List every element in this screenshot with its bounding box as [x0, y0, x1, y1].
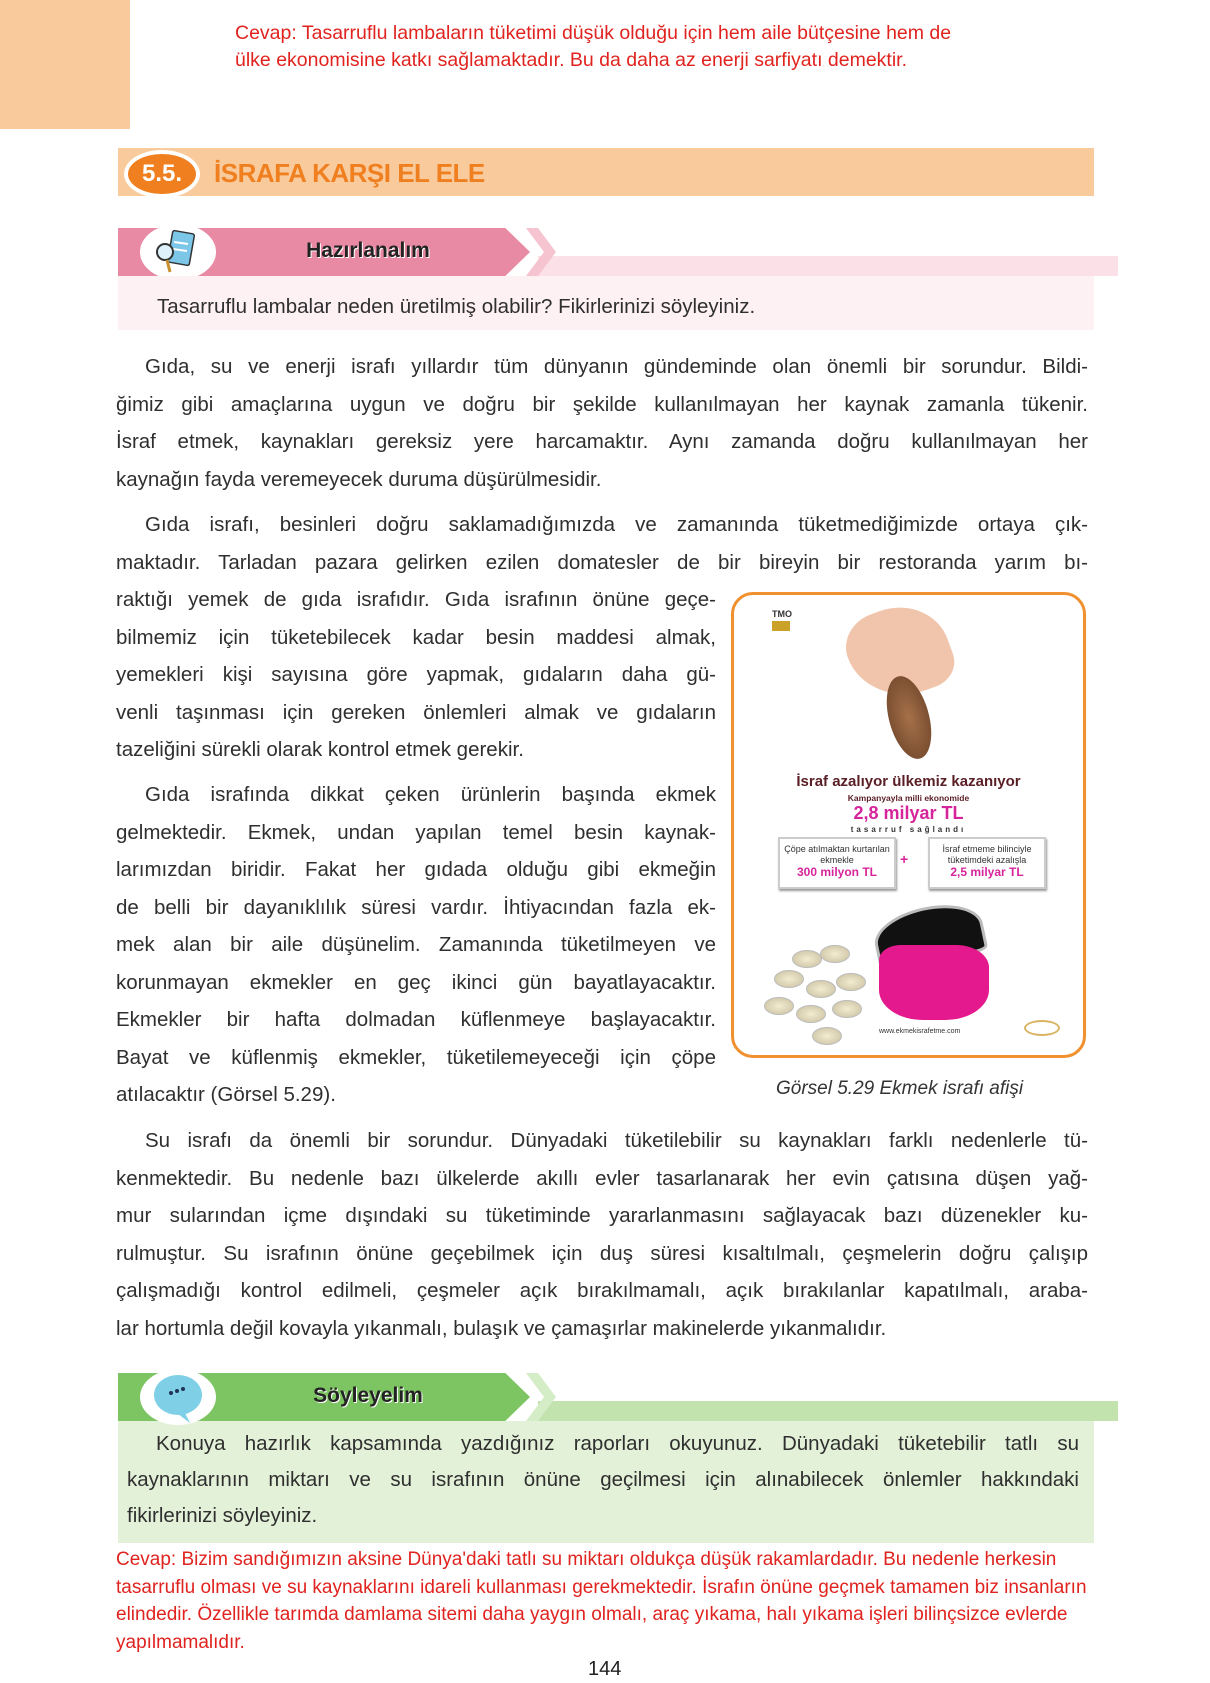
bottom-answer	[116, 1546, 1087, 1656]
text-line: çalışmadığı kontrol edilmeli, çeşmeler açık bırakılmamalı, açık bırakılanlar kapatılmalı, araba-	[116, 1279, 1088, 1302]
paragraph-1	[116, 348, 1088, 498]
plus-sign: +	[900, 851, 909, 867]
box-amount: 2,5 milyar TL	[950, 865, 1024, 879]
text-line: rulmuştur. Su israfının önüne geçebilmek için duş süresi kısaltılmalı, çeşmelerin doğru çalışıp	[116, 1241, 1088, 1265]
box-amount: 300 milyon TL	[796, 865, 878, 879]
text-line: Konuya hazırlık kapsamında yazdığınız raporları okuyunuz. Dünyadaki tüketebilir tatlı su	[156, 1432, 1079, 1455]
text-line: yemekleri kişi sayısına göre yapmak, gıdaların daha gü-	[116, 663, 716, 686]
poster-box-consumption	[928, 837, 1046, 889]
purse-body	[879, 945, 989, 1020]
box-text: Çöpe atılmaktan kurtarılan ekmekle	[784, 844, 890, 865]
speak-header	[118, 1373, 1094, 1421]
text-line: larımızdan biridir. Fakat her gıdada olduğu gibi ekmeğin	[116, 858, 716, 881]
text-line: kaynaklarının miktarı ve su israfının önüne geçilmesi için alınabilecek önlemler hakkındaki	[127, 1468, 1079, 1491]
text-line: kenmektedir. Bu nedenle bazı ülkelerde akıllı evler tasarlanarak her evin çatısına düşen yağ-	[116, 1166, 1088, 1190]
prepare-label: Hazırlanalım	[306, 239, 430, 262]
text-line: tazeliğini sürekli olarak kontrol etmek gerekir.	[116, 738, 524, 761]
text-line: Gıda, su ve enerji israfı yıllardır tüm dünyanın gündeminde olan önemli bir sorundur. Bildi-	[145, 355, 1088, 378]
notepad-magnifier-icon	[140, 224, 216, 280]
text-line: İsraf etmek, kaynakları gereksiz yere harcamaktır. Aynı zamanda doğru kullanılmayan her	[116, 430, 1088, 453]
text-line: mur sularından içme dışındaki su tüketiminde yararlanmasını sağlayacak bazı düzenekler ku-	[116, 1204, 1088, 1227]
text-line: kaynağın fayda veremeyecek duruma düşürülmesidir.	[116, 467, 602, 491]
speak-text	[127, 1426, 1079, 1534]
campaign-logo	[1024, 1020, 1060, 1036]
answer-line: Cevap: Tasarruflu lambaların tüketimi düşük olduğu için hem aile bütçesine hem de	[235, 22, 952, 44]
prepare-question: Tasarruflu lambalar neden üretilmiş olabilir? Fikirlerinizi söyleyiniz.	[157, 295, 756, 318]
answer-line: elindedir. Özellikle tarımda damlama sitemi daha yaygın olmalı, araç yıkama, halı yıkama işleri bilinçsizce evlerde	[116, 1604, 1068, 1625]
answer-line: tasarruflu olması ve su kaynaklarını idareli kullanması gerekmektedir. İsrafın önüne geçmek tamamen biz insanların	[116, 1576, 1087, 1598]
text-line: Bayat ve küflenmiş ekmekler, tüketilemeyeceği için çöpe	[116, 1045, 716, 1069]
poster-saved: tasarruf sağlandı	[850, 825, 967, 834]
tmo-logo: TMO	[772, 609, 792, 619]
box-text: İsraf etmeme bilinciyle tüketimdeki azalışla	[942, 844, 1032, 865]
section-title: İSRAFA KARŞI EL ELE	[214, 158, 485, 188]
answer-line: Cevap: Bizim sandığımızın aksine Dünya'daki tatlı su miktarı oldukça düşük rakamlardadır. Bu nedenle herkesin	[116, 1549, 1057, 1570]
prepare-header	[118, 228, 1094, 276]
poster-headline: İsraf azalıyor ülkemiz kazanıyor	[796, 773, 1021, 790]
top-answer	[235, 20, 951, 74]
text-line: maktadır. Tarladan pazara gelirken ezilen domatesler de bir bireyin bir restoranda yarım bı-	[116, 550, 1088, 574]
text-line: lar hortumla değil kovayla yıkanmalı, bulaşık ve çamaşırlar makinelerde yıkanmalıdır.	[116, 1316, 887, 1340]
poster-sub: Kampanyayla milli ekonomide	[847, 793, 970, 803]
text-line: mek alan bir aile düşünelim. Zamanında tüketilmeyen ve	[116, 933, 716, 956]
text-line: ğimiz gibi amaçlarına uygun ve doğru bir şekilde kullanılmayan her kaynak zamanla tükenir.	[116, 392, 1088, 416]
text-line: atılacaktır (Görsel 5.29).	[116, 1083, 336, 1106]
poster-box-bread	[778, 837, 896, 889]
answer-line: ülke ekonomisine katkı sağlamaktadır. Bu da daha az enerji sarfiyatı demektir.	[235, 49, 908, 71]
text-line: Gıda israfı, besinleri doğru saklamadığımızda ve zamanında tüketmediğimizde ortaya çık-	[145, 513, 1088, 536]
text-line: bilmemiz için tüketebilecek kadar besin maddesi almak,	[116, 625, 716, 649]
bread-waste-poster	[731, 592, 1086, 1058]
page-number: 144	[588, 1658, 622, 1680]
text-line: Ekmekler bir hafta dolmadan küflenmeye başlayacaktır.	[116, 1008, 716, 1031]
speech-bubble-icon	[140, 1369, 216, 1425]
text-line: de belli bir dayanıklılık süresi vardır. İhtiyacından fazla ek-	[116, 895, 716, 919]
speak-label: Söyleyelim	[313, 1384, 423, 1407]
section-number: 5.5.	[124, 150, 200, 198]
paragraph-4	[116, 1122, 1088, 1347]
tmo-logo-mark	[772, 621, 790, 631]
figure-caption: Görsel 5.29 Ekmek israfı afişi	[776, 1078, 1024, 1099]
answer-line: yapılmamalıdır.	[116, 1631, 245, 1653]
corner-block	[0, 0, 130, 129]
poster-amount: 2,8 milyar TL	[853, 803, 964, 823]
text-line: raktığı yemek de gıda israfıdır. Gıda israfının önüne geçe-	[116, 588, 716, 611]
text-line: Su israfı da önemli bir sorundur. Dünyadaki tüketilebilir su kaynakları farklı nedenlerle tü-	[145, 1129, 1088, 1152]
text-line: fikirlerinizi söyleyiniz.	[127, 1504, 318, 1527]
paragraph-3	[116, 776, 716, 1114]
text-line: Gıda israfında dikkat çeken ürünlerin başında ekmek	[145, 783, 716, 806]
text-line: korunmayan ekmekler en geç ikinci gün bayatlayacaktır.	[116, 970, 716, 994]
text-line: venli taşınması için gereken önlemleri almak ve gıdaların	[116, 700, 716, 724]
poster-url: www.ekmekisrafetme.com	[879, 1028, 961, 1035]
text-line: gelmektedir. Ekmek, undan yapılan temel besin kaynak-	[116, 820, 716, 844]
